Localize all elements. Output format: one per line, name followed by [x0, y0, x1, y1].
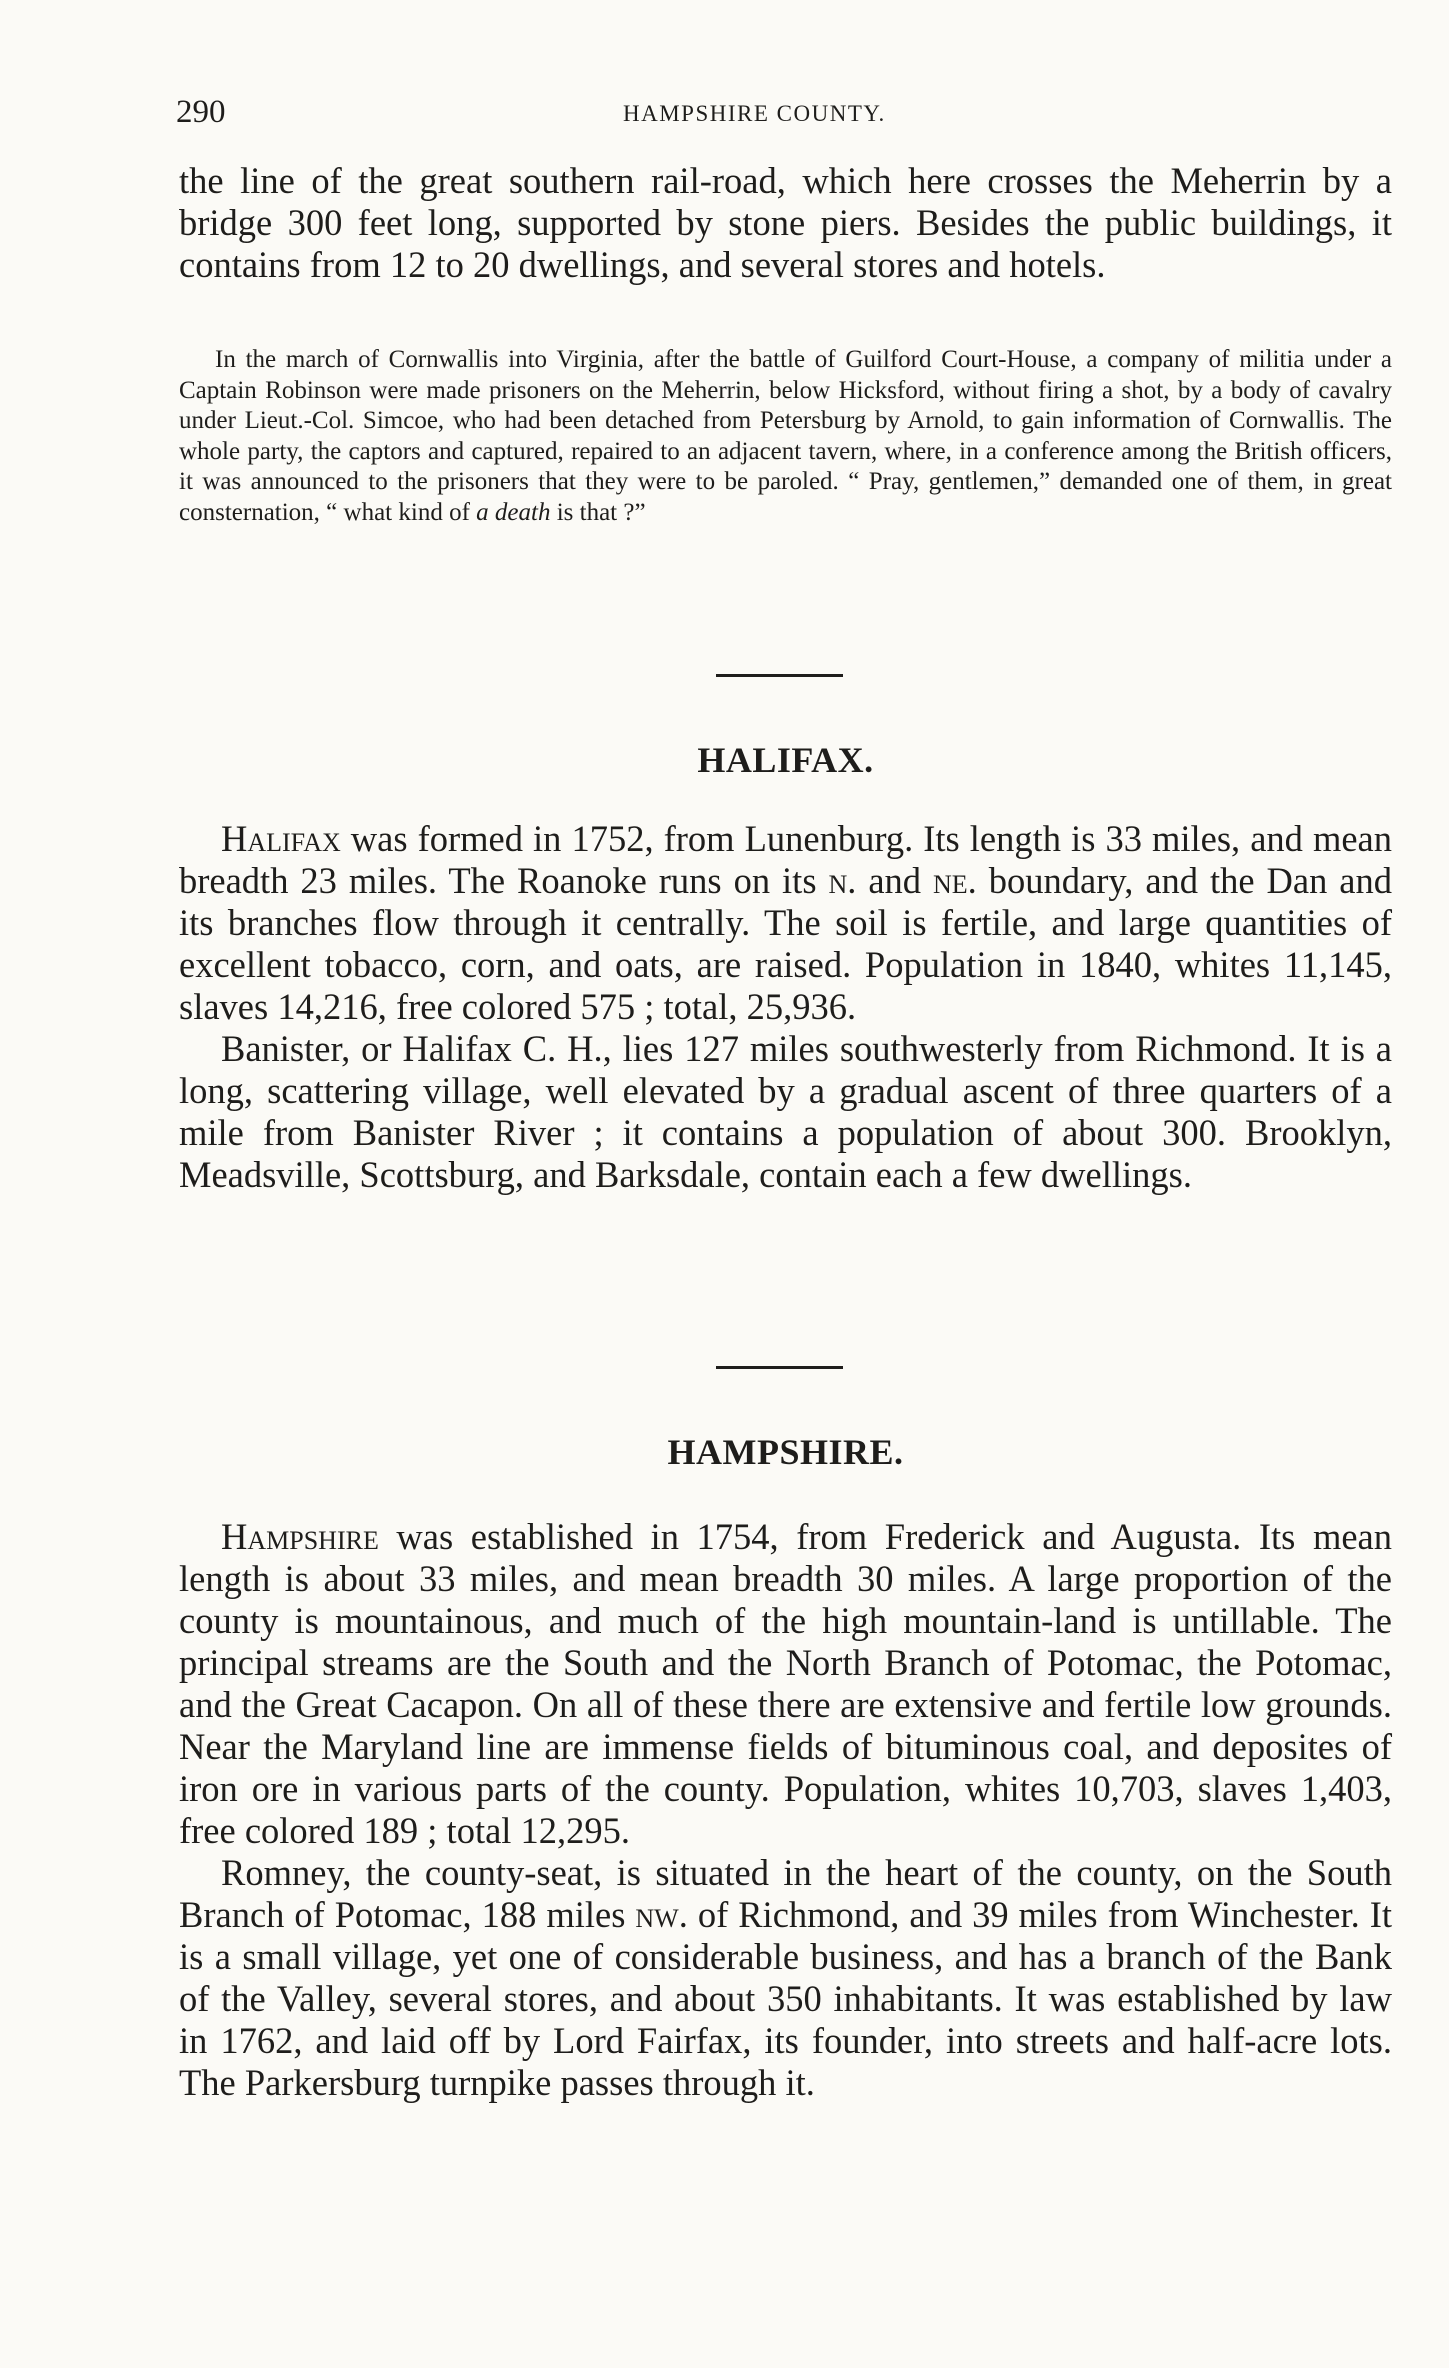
page-header: [176, 92, 1389, 132]
direction-abbrev: ne.: [933, 860, 977, 901]
halifax-p1-part-b: and: [856, 860, 934, 901]
continuation-paragraph: the line of the great southern rail-road, which here crosses the Meherrin by a bridge 300 feet long, supported by stone piers. Besides the public buildings, it contains from 12 to 20 dwellings, and several stores and hotels.: [179, 160, 1392, 285]
hampshire-p1-text: was established in 1754, from Frederick and Augusta. Its mean length is about 33 miles, and mean breadth 30 miles. A large proportion of the county is mountainous, and much of the high mountain-land is untillable. The principal streams are the South and the North Branch of Potomac, the Potomac, and the Great Cacapon. On all of these there are extensive and fertile low grounds. Near the Maryland line are immense fields of bituminous coal, and deposites of iron ore in various parts of the county. Population, whites 10,703, slaves 1,403, free colored 189 ; total 12,295.: [179, 1516, 1392, 1851]
halifax-heading: HALIFAX.: [697, 740, 874, 780]
halifax-paragraph-1: [179, 818, 1392, 1028]
anecdote-note: [179, 345, 1392, 529]
section-divider: [716, 674, 843, 677]
hampshire-paragraph-2: [179, 1852, 1392, 2104]
anecdote-text-end: is that ?”: [550, 498, 646, 526]
hampshire-p2-part-b: of Richmond, and 39 miles from Winchester. It is a small village, yet one of considerable business, and has a branch of the Bank of the Valley, several stores, and about 350 inhabitants. It was established by law in 1762, and laid off by Lord Fairfax, its founder, into streets and half-acre lots. The Parkersburg turnpike passes through it.: [179, 1894, 1392, 2103]
halifax-p1-part-a: was formed in 1752, from Lunenburg. Its length is 33 miles, and mean breadth 23 miles. The Roanoke runs on its: [179, 818, 1392, 901]
hampshire-body: [179, 1516, 1392, 2104]
anecdote-text-main: In the march of Cornwallis into Virginia, after the battle of Guilford Court-House, a company of militia under a Captain Robinson were made prisoners on the Meherrin, below Hicksford, without firing a shot, by a body of cavalry under Lieut.-Col. Simcoe, who had been detached from Petersburg by Arnold, to gain information of Cornwallis. The whole party, the captors and captured, repaired to an adjacent tavern, where, in a conference among the British officers, it was announced to the prisoners that they were to be paroled. “ Pray, gentlemen,” demanded one of them, in great consternation, “ what kind of: [179, 346, 1392, 526]
running-title: HAMPSHIRE COUNTY.: [623, 101, 886, 126]
hampshire-section: [179, 1430, 1392, 1474]
halifax-p1-part-c: boundary, and the Dan and its branches flow through it centrally. The soil is fertile, and large quantities of excellent tobacco, corn, and oats, are raised. Population in 1840, whites 11,145, slaves 14,216, free colored 575 ; total, 25,936.: [179, 860, 1393, 1027]
hampshire-heading: HAMPSHIRE.: [667, 1432, 904, 1472]
page-number: 290: [176, 94, 226, 130]
halifax-section: [179, 738, 1392, 782]
hampshire-p2-part-a: Romney, the county-seat, is situated in the heart of the county, on the South Branch of Potomac, 188 miles: [179, 1852, 1392, 1935]
anecdote-text: [179, 345, 1392, 529]
direction-abbrev: n.: [828, 860, 857, 901]
halifax-paragraph-2: Banister, or Halifax C. H., lies 127 miles southwesterly from Richmond. It is a long, scattering village, well elevated by a gradual ascent of three quarters of a mile from Banister River ; it contains a population of about 300. Brooklyn, Meadsville, Scottsburg, and Barksdale, contain each a few dwellings.: [179, 1028, 1392, 1195]
hampshire-paragraph-1: [179, 1516, 1392, 1852]
continuation-section: [179, 160, 1392, 286]
halifax-body: [179, 818, 1392, 1196]
anecdote-italic: a death: [476, 498, 551, 526]
direction-abbrev: nw.: [635, 1894, 688, 1935]
halifax-lead-word: Halifax: [221, 818, 341, 859]
hampshire-lead-word: Hampshire: [221, 1516, 379, 1557]
section-divider: [716, 1366, 843, 1369]
